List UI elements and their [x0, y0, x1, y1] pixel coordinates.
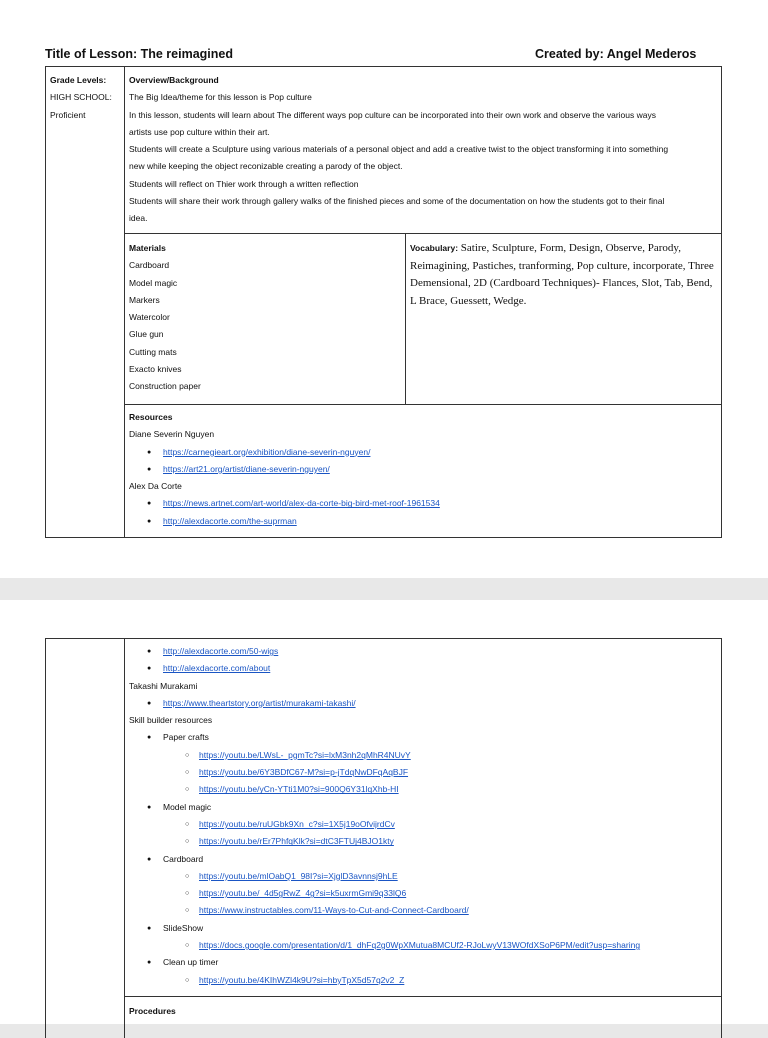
skill-category: ● Cardboard: [129, 851, 719, 868]
resources-continued-cell: [129, 643, 719, 989]
skill-link[interactable]: https://docs.google.com/presentation/d/1_dhFq2g0WpXMutua8MCUf2-RJoLwyV13WOfdXSoP6PM/edit?usp=sharing: [199, 940, 641, 951]
material-item: Markers: [129, 294, 160, 305]
overview-line: Students will create a Sculpture using various materials of a personal object and add a creative twist to the object transforming it into something: [129, 144, 669, 155]
resource-link[interactable]: http://alexdacorte.com/50-wigs: [163, 646, 279, 656]
grade-levels-cell: [50, 72, 122, 124]
vocabulary-text: Satire, Sculpture, Form, Design, Observe, Parody, Reimagining, Pastiches, tranforming, Pop culture, incorporate, Three Demensional, 2D (Cardboard Techniques)- Flances, Slot, Tab, Bend, L Brace, Guessett, Wedge.: [410, 242, 714, 307]
overview-line: new while keeping the object reconizable creating a parody of the object.: [129, 161, 403, 172]
lesson-author: Created by: Angel Mederos: [535, 47, 697, 61]
skill-category: ● SlideShow: [129, 920, 719, 937]
materials-heading: Materials: [129, 243, 166, 253]
skill-builder-heading: Skill builder resources: [129, 715, 213, 726]
skill-link[interactable]: https://youtu.be/4KIhWZl4k9U?si=hbyTpX5d57q2v2_Z: [199, 974, 405, 985]
artist-name: Diane Severin Nguyen: [129, 429, 215, 440]
overview-line: In this lesson, students will learn about The different ways pop culture can be incorporated into their own work and observe the various ways: [129, 109, 656, 120]
lesson-plan-table-continued: [45, 638, 722, 1038]
skill-link[interactable]: https://youtu.be/LWsL-_pgmTc?si=lxM3nh2qMhR4NUvY: [199, 749, 411, 760]
lesson-title: Title of Lesson: The reimagined: [45, 47, 233, 61]
artist-name: Takashi Murakami: [129, 680, 198, 691]
skill-category: ● Model magic: [129, 799, 719, 816]
skill-category: ● Clean up timer: [129, 954, 719, 971]
skill-link[interactable]: https://youtu.be/rEr7PhfqKlk?si=dtC3FTUj4BJO1kty: [199, 836, 394, 847]
materials-cell: [129, 240, 399, 396]
skill-link[interactable]: https://www.instructables.com/11-Ways-to-Cut-and-Connect-Cardboard/: [199, 905, 469, 916]
document-page-2: [0, 600, 768, 1024]
material-item: Exacto knives: [129, 364, 182, 375]
resources-heading: Resources: [129, 412, 173, 422]
resource-link[interactable]: https://news.artnet.com/art-world/alex-da-corte-big-bird-met-roof-1961534: [163, 498, 440, 509]
grade-levels-label: Grade Levels:: [50, 75, 107, 85]
resource-link[interactable]: http://alexdacorte.com/the-suprman: [163, 515, 297, 526]
resource-link[interactable]: https://www.theartstory.org/artist/murakami-takashi/: [163, 697, 356, 708]
resource-link[interactable]: https://carnegieart.org/exhibition/diane-severin-nguyen/: [163, 446, 371, 457]
material-item: Watercolor: [129, 312, 170, 323]
grade-level: HIGH SCHOOL:: [50, 92, 112, 103]
proficiency-level: Proficient: [50, 109, 86, 120]
vocabulary-label: Vocabulary:: [410, 243, 459, 253]
skill-link[interactable]: https://youtu.be/6Y3BDfC67-M?si=p-jTdqNwDFqAqBJF: [199, 767, 409, 778]
overview-line: Students will share their work through gallery walks of the finished pieces and some of the documentation on how the students got to their final: [129, 196, 665, 207]
skill-link[interactable]: https://youtu.be/_4d5gRwZ_4g?si=k5uxrmGmi9q33lQ6: [199, 888, 407, 899]
procedures-cell: [129, 1003, 719, 1020]
material-item: Cardboard: [129, 260, 170, 271]
skill-link[interactable]: https://youtu.be/ruUGbk9Xn_c?si=1X5j19oOfvijrdCv: [199, 818, 395, 829]
overview-line: Students will reflect on Thier work through a written reflection: [129, 178, 359, 189]
overview-line: The Big Idea/theme for this lesson is Pop culture: [129, 92, 312, 103]
vocabulary-cell: [410, 240, 718, 310]
skill-category: ● Paper crafts: [129, 729, 719, 746]
material-item: Glue gun: [129, 329, 164, 340]
artist-name: Alex Da Corte: [129, 481, 182, 492]
resource-link[interactable]: https://art21.org/artist/diane-severin-nguyen/: [163, 463, 330, 474]
resources-cell: [129, 409, 719, 530]
overview-heading: Overview/Background: [129, 75, 219, 85]
overview-line: idea.: [129, 213, 148, 224]
resource-link[interactable]: http://alexdacorte.com/about: [163, 663, 271, 674]
procedures-heading: Procedures: [129, 1006, 176, 1016]
lesson-plan-table: [45, 66, 722, 538]
overview-line: artists use pop culture within their art.: [129, 126, 270, 137]
material-item: Model magic: [129, 277, 178, 288]
overview-cell: [129, 72, 719, 228]
material-item: Construction paper: [129, 381, 201, 392]
material-item: Cutting mats: [129, 346, 177, 357]
skill-link[interactable]: https://youtu.be/mlOabQ1_98I?si=XjglD3avnnsj9hLE: [199, 870, 398, 881]
skill-link[interactable]: https://youtu.be/yCn-YTti1M0?si=900Q6Y31lqXhb-HI: [199, 784, 399, 795]
